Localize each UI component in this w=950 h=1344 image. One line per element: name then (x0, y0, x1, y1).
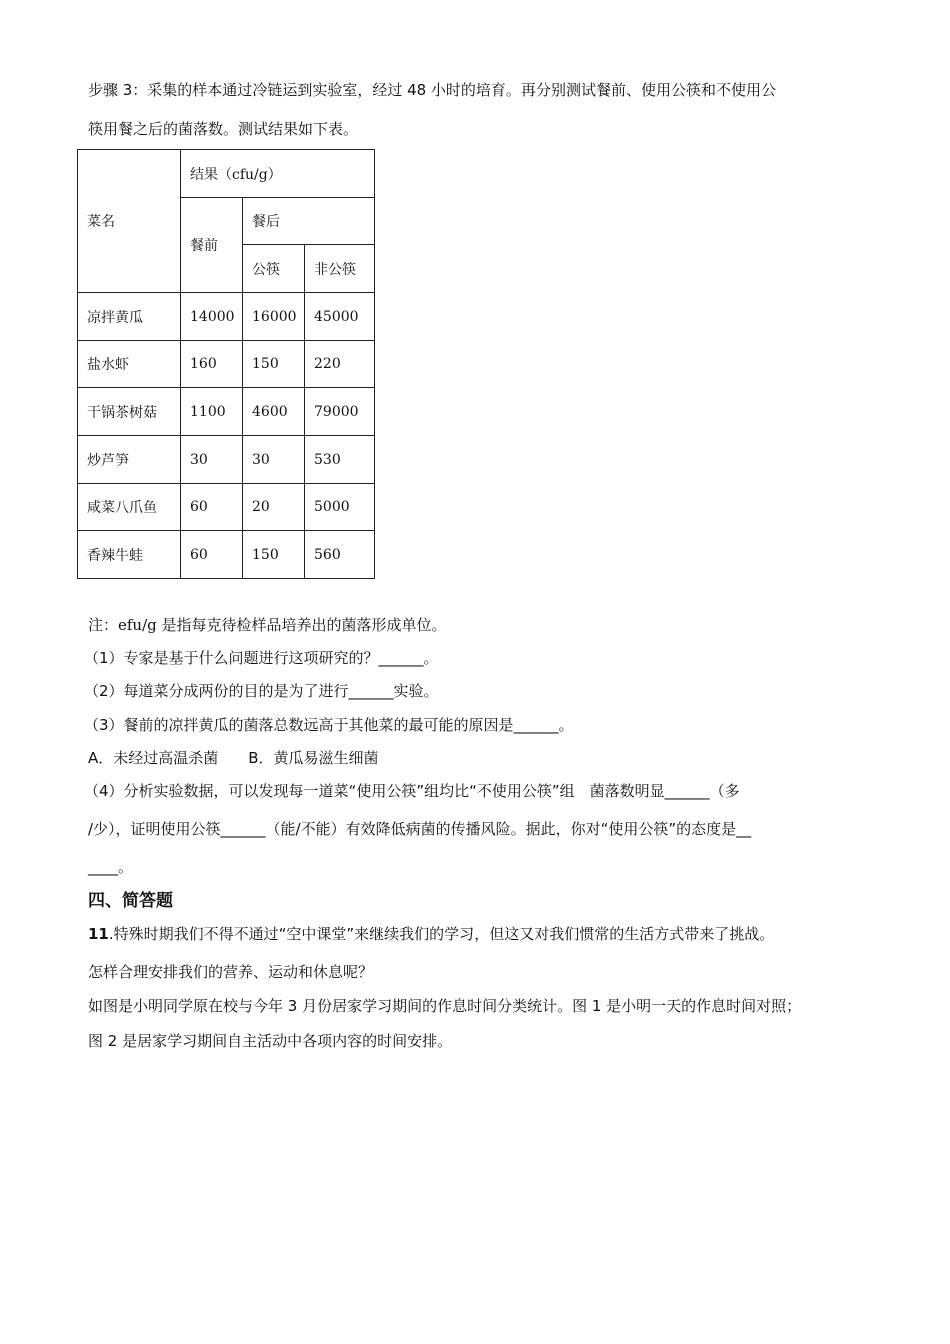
value-nonpublic: 45000 (305, 293, 375, 341)
results-table (77, 149, 375, 579)
table-note: 注：efu/g 是指每克待检样品培养出的菌落形成单位。 (88, 616, 447, 634)
value-public: 4600 (243, 388, 305, 436)
value-nonpublic: 79000 (305, 388, 375, 436)
value-before: 60 (181, 531, 243, 579)
header-result: 结果（cfu/g） (181, 150, 375, 198)
question-3: （3）餐前的凉拌黄瓜的菌落总数远高于其他菜的最可能的原因是______。 (84, 716, 574, 734)
value-before: 30 (181, 436, 243, 484)
question-2: （2）每道菜分成两份的目的是为了进行______实验。 (84, 682, 439, 700)
table-row (78, 436, 375, 484)
header-public: 公筷 (243, 245, 305, 293)
header-dish: 菜名 (78, 150, 181, 293)
header-after: 餐后 (243, 198, 375, 245)
table-row (78, 293, 375, 341)
value-nonpublic: 5000 (305, 484, 375, 531)
value-public: 150 (243, 341, 305, 388)
question-11-text: .特殊时期我们不得不通过“空中课堂”来继续我们的学习，但这又对我们惯常的生活方式带来了挑战。 (108, 925, 775, 943)
value-public: 150 (243, 531, 305, 579)
table-row (78, 388, 375, 436)
value-public: 30 (243, 436, 305, 484)
intro-line-1: 步骤 3：采集的样本通过冷链运到实验室，经过 48 小时的培育。再分别测试餐前、使用公筷和不使用公 (88, 81, 776, 99)
question-11-line-4: 图 2 是居家学习期间自主活动中各项内容的时间安排。 (88, 1032, 453, 1050)
value-before: 160 (181, 341, 243, 388)
value-public: 16000 (243, 293, 305, 341)
table-row (78, 531, 375, 579)
value-nonpublic: 560 (305, 531, 375, 579)
value-nonpublic: 530 (305, 436, 375, 484)
question-11-number: 11 (88, 925, 109, 943)
section-4-title: 四、简答题 (88, 891, 173, 911)
question-4-line-2: /少），证明使用公筷______（能/不能）有效降低病菌的传播风险。据此，你对“使用公筷”的态度是__ (88, 820, 752, 838)
question-11-line-1 (88, 924, 774, 944)
dish-name: 香辣牛蛙 (78, 531, 181, 579)
question-1: （1）专家是基于什么问题进行这项研究的？______。 (84, 649, 439, 667)
value-before: 60 (181, 484, 243, 531)
dish-name: 咸菜八爪鱼 (78, 484, 181, 531)
value-nonpublic: 220 (305, 341, 375, 388)
dish-name: 盐水虾 (78, 341, 181, 388)
question-4-line-3: ____。 (88, 858, 134, 876)
dish-name: 干锅茶树菇 (78, 388, 181, 436)
value-before: 14000 (181, 293, 243, 341)
table-row (78, 484, 375, 531)
dish-name: 凉拌黄瓜 (78, 293, 181, 341)
question-4-line-1: （4）分析实验数据，可以发现每一道菜“使用公筷”组均比“不使用公筷”组 菌落数明显______（多 (84, 782, 740, 800)
value-public: 20 (243, 484, 305, 531)
question-11-line-2: 怎样合理安排我们的营养、运动和休息呢？ (88, 963, 374, 981)
intro-line-2: 筷用餐之后的菌落数。测试结果如下表。 (88, 120, 359, 138)
value-before: 1100 (181, 388, 243, 436)
header-nonpublic: 非公筷 (305, 245, 375, 293)
question-3-options: A．未经过高温杀菌 B．黄瓜易滋生细菌 (88, 749, 379, 767)
table-row (78, 341, 375, 388)
header-before: 餐前 (181, 198, 243, 293)
question-11-line-3: 如图是小明同学原在校与今年 3 月份居家学习期间的作息时间分类统计。图 1 是小明一天的作息时间对照； (88, 997, 802, 1015)
dish-name: 炒芦笋 (78, 436, 181, 484)
